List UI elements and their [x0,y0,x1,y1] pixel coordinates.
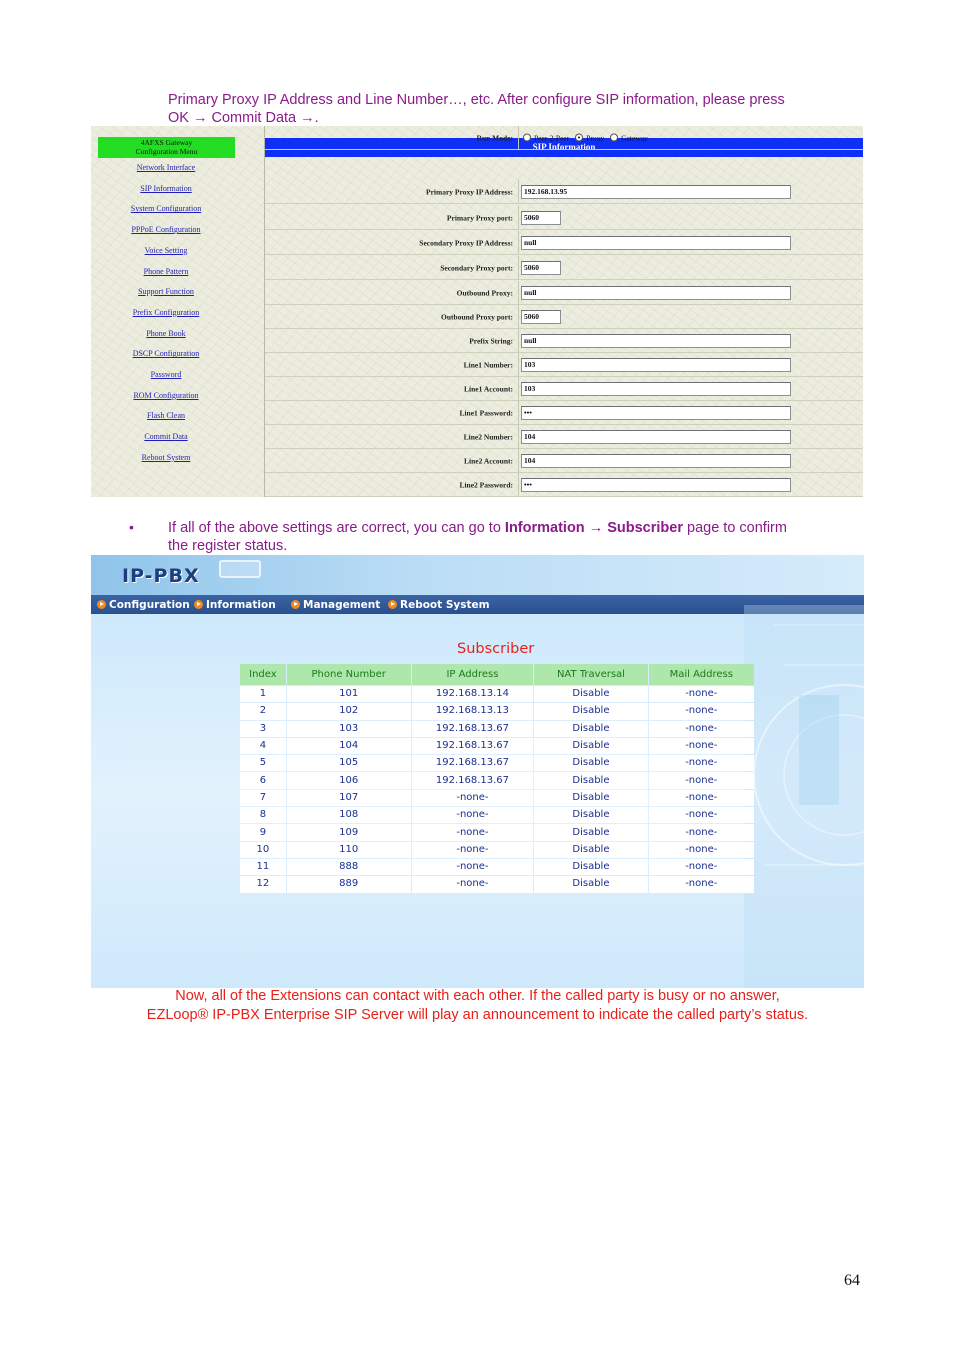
cell-phone-number: 108 [287,807,411,823]
sip-row-line1-account [265,377,863,401]
intro-line-1: Primary Proxy IP Address and Line Number…, etc. After configure SIP information, please press [168,92,785,108]
sip-input-outbound-proxy-port[interactable]: 5060 [521,310,561,324]
menu-link-support-function[interactable]: Support Function [138,287,194,297]
sip-label-primary-proxy-ip-address: Primary Proxy IP Address: [425,187,513,196]
sip-row-primary-proxy-port [265,206,863,230]
cell-ip-address: -none- [412,824,534,840]
row-divider [518,180,519,203]
sip-input-prefix-string[interactable]: null [521,334,791,348]
menu-link-dscp-configuration[interactable]: DSCP Configuration [132,349,200,359]
cell-index: 4 [240,738,286,754]
menu-title [98,137,235,158]
sip-row-secondary-proxy-port [265,256,863,280]
cell-ip-address: -none- [412,842,534,858]
table-row [240,721,754,737]
run-mode-options [523,133,651,142]
cell-index: 10 [240,842,286,858]
cell-index: 8 [240,807,286,823]
cell-nat-traversal: Disable [534,807,647,823]
sip-input-line1-password[interactable]: ••• [521,406,791,420]
cell-mail-address: -none- [649,790,754,806]
cell-nat-traversal: Disable [534,703,647,719]
table-row [240,738,754,754]
sip-input-primary-proxy-ip-address[interactable]: 192.168.13.95 [521,185,791,199]
subscriber-title: Subscriber [457,641,535,657]
page-number: 64 [844,1272,860,1289]
cell-phone-number: 110 [287,842,411,858]
cell-nat-traversal: Disable [534,842,647,858]
sip-label-outbound-proxy: Outbound Proxy: [456,288,513,297]
table-row [240,790,754,806]
bullet-paragraph [168,519,858,555]
table-row [240,876,754,892]
sip-input-line1-account[interactable]: 103 [521,382,791,396]
sip-input-line2-password[interactable]: ••• [521,478,791,492]
cell-phone-number: 101 [287,686,411,702]
cell-index: 5 [240,755,286,771]
arrow-bullet-icon [97,600,106,609]
sip-label-outbound-proxy-port: Outbound Proxy port: [441,312,513,321]
cell-phone-number: 109 [287,824,411,840]
sip-row-outbound-proxy-port [265,305,863,329]
cell-index: 12 [240,876,286,892]
cell-mail-address: -none- [649,686,754,702]
radio-gateway[interactable] [610,134,618,142]
cell-index: 11 [240,859,286,875]
row-divider [518,377,519,400]
sip-row-line2-password [265,473,863,497]
sip-label-line2-account: Line2 Account: [464,456,513,465]
cell-mail-address: -none- [649,859,754,875]
row-divider [518,281,519,304]
cell-nat-traversal: Disable [534,824,647,840]
sip-header: SIP Information [265,138,863,157]
cell-index: 7 [240,790,286,806]
cell-phone-number: 106 [287,772,411,788]
sip-label-secondary-proxy-ip-address: Secondary Proxy IP Address: [419,238,513,247]
cell-ip-address: 192.168.13.13 [412,703,534,719]
menu-link-phone-pattern[interactable]: Phone Pattern [143,266,189,276]
bullet-pre: If all of the above settings are correct, you can go to [168,520,505,536]
cell-nat-traversal: Disable [534,738,647,754]
radio-peer-2-peer[interactable] [523,134,531,142]
sip-input-line2-number[interactable]: 104 [521,430,791,444]
sip-input-primary-proxy-port[interactable]: 5060 [521,211,561,225]
subscriber-table-body [240,686,754,893]
radio-label-proxy: Proxy [586,133,605,142]
logo-decoration [219,560,261,578]
cell-nat-traversal: Disable [534,721,647,737]
nav-management[interactable] [291,595,380,614]
menu-link-phone-book[interactable]: Phone Book [146,328,186,338]
menu-link-prefix-configuration[interactable]: Prefix Configuration [132,307,200,317]
sip-input-secondary-proxy-ip-address[interactable]: null [521,236,791,250]
cell-mail-address: -none- [649,876,754,892]
cell-mail-address: -none- [649,755,754,771]
bullet-post: page to confirm [682,520,787,536]
cell-ip-address: 192.168.13.14 [412,686,534,702]
run-mode-label: Run Mode: [476,133,513,142]
cell-ip-address: 192.168.13.67 [412,772,534,788]
column-header-ip-address: IP Address [412,664,534,685]
arrow-bullet-icon [194,600,203,609]
cell-index: 3 [240,721,286,737]
sip-input-line1-number[interactable]: 103 [521,358,791,372]
sip-input-line2-account[interactable]: 104 [521,454,791,468]
run-mode-row [265,126,863,150]
intro-paragraph [168,91,858,127]
table-row [240,772,754,788]
cell-mail-address: -none- [649,842,754,858]
column-header-nat-traversal: NAT Traversal [534,664,647,685]
sip-label-line2-password: Line2 Password: [459,480,513,489]
sip-row-outbound-proxy [265,281,863,305]
bullet-line-1 [168,519,858,537]
sip-label-line2-number: Line2 Number: [463,432,513,441]
nav-management-label: Management [303,598,381,611]
menu-link-flash-clean[interactable]: Flash Clean [147,411,185,421]
subscriber-table [239,663,755,894]
cell-mail-address: -none- [649,703,754,719]
cell-nat-traversal: Disable [534,686,647,702]
column-header-phone-number: Phone Number [287,664,411,685]
configuration-menu [91,126,263,497]
bullet-bold-subscriber: Subscriber [607,520,683,536]
bullet-symbol: • [129,519,134,535]
cell-ip-address: 192.168.13.67 [412,738,534,754]
cell-index: 1 [240,686,286,702]
sip-input-secondary-proxy-port[interactable]: 5060 [521,261,561,275]
column-header-index: Index [240,664,286,685]
menu-link-sip-information[interactable]: SIP Information [140,183,192,193]
menu-link-pppoe-configuration[interactable]: PPPoE Configuration [131,225,201,235]
row-divider [518,449,519,472]
menu-link-network-interface[interactable]: Network Interface [136,163,196,172]
sip-row-primary-proxy-ip-address [265,180,863,204]
sip-label-line1-number: Line1 Number: [463,360,513,369]
cell-mail-address: -none- [649,721,754,737]
nav-reboot-system-label: Reboot System [400,598,490,611]
row-divider [518,206,519,229]
cell-index: 9 [240,824,286,840]
menu-link-commit-data[interactable]: Commit Data [144,432,188,442]
sip-information-screenshot [91,126,863,497]
cell-nat-traversal: Disable [534,755,647,771]
table-row [240,703,754,719]
cell-phone-number: 105 [287,755,411,771]
cell-index: 2 [240,703,286,719]
nav-information-label: Information [206,598,276,611]
cell-phone-number: 889 [287,876,411,892]
menu-link-reboot-system[interactable]: Reboot System [141,452,191,462]
nav-configuration[interactable] [97,595,190,614]
sip-row-line2-account [265,449,863,473]
menu-title-line-2: Configuration Menu [135,146,198,156]
cell-ip-address: -none- [412,859,534,875]
cell-phone-number: 102 [287,703,411,719]
row-divider [518,329,519,352]
radio-proxy[interactable] [575,134,583,142]
cell-ip-address: -none- [412,876,534,892]
row-divider [518,473,519,496]
bullet-bold-information: Information [504,520,585,536]
arrow-bullet-icon [388,600,397,609]
cell-nat-traversal: Disable [534,790,647,806]
row-divider [518,353,519,376]
cell-phone-number: 104 [287,738,411,754]
nav-information[interactable] [194,595,276,614]
cell-nat-traversal: Disable [534,859,647,875]
sip-row-secondary-proxy-ip-address [265,231,863,255]
radio-label-peer-2-peer: Peer-2-Peer [534,133,570,142]
menu-link-password[interactable]: Password [150,370,182,379]
table-row [240,807,754,823]
table-row [240,859,754,875]
nav-reboot-system[interactable] [388,595,490,614]
cell-mail-address: -none- [649,738,754,754]
sip-row-line1-password [265,401,863,425]
banner [91,555,864,595]
sip-row-line2-number [265,425,863,449]
radio-label-gateway: Gateway [621,133,648,142]
cell-mail-address: -none- [649,772,754,788]
sip-label-line1-password: Line1 Password: [459,408,513,417]
ip-pbx-subscriber-screenshot [91,555,864,988]
menu-link-system-configuration[interactable]: System Configuration [130,204,202,214]
closing-line-2: EZLoop® IP-PBX Enterprise SIP Server will play an announcement to indicate the called party’s status. [146,1007,809,1023]
row-divider [518,401,519,424]
cell-phone-number: 103 [287,721,411,737]
table-header-row [240,664,754,685]
cell-phone-number: 888 [287,859,411,875]
table-row [240,842,754,858]
cell-index: 6 [240,772,286,788]
ip-pbx-logo: IP-PBX [122,565,200,587]
arrow-bullet-icon [291,600,300,609]
row-divider [518,231,519,254]
cell-mail-address: -none- [649,807,754,823]
sip-label-line1-account: Line1 Account: [464,384,513,393]
row-divider [518,425,519,448]
row-divider [518,256,519,279]
menu-link-rom-configuration[interactable]: ROM Configuration [133,390,199,400]
sip-row-line1-number [265,353,863,377]
intro-line-2: OK → Commit Data →. [168,110,319,126]
sip-row-prefix-string [265,329,863,353]
cell-ip-address: -none- [412,790,534,806]
table-row [240,824,754,840]
closing-paragraph [91,987,864,1025]
menu-link-voice-setting[interactable]: Voice Setting [144,245,188,255]
cell-nat-traversal: Disable [534,876,647,892]
cell-ip-address: 192.168.13.67 [412,755,534,771]
bullet-arrow: → [584,520,608,536]
cell-ip-address: -none- [412,807,534,823]
bullet-line-2: the register status. [168,538,288,554]
cell-phone-number: 107 [287,790,411,806]
column-header-mail-address: Mail Address [649,664,754,685]
sip-input-outbound-proxy[interactable]: null [521,286,791,300]
menu-title-line-1: 4AFXS Gateway [140,138,193,147]
cell-ip-address: 192.168.13.67 [412,721,534,737]
sip-label-primary-proxy-port: Primary Proxy port: [446,213,513,222]
row-divider [518,126,519,149]
sip-label-prefix-string: Prefix String: [469,336,513,345]
nav-configuration-label: Configuration [109,598,190,611]
cell-mail-address: -none- [649,824,754,840]
table-row [240,755,754,771]
sip-label-secondary-proxy-port: Secondary Proxy port: [440,263,513,272]
table-row [240,686,754,702]
cell-nat-traversal: Disable [534,772,647,788]
closing-line-1: Now, all of the Extensions can contact with each other. If the called party is busy or no answer, [175,988,780,1004]
row-divider [518,305,519,328]
